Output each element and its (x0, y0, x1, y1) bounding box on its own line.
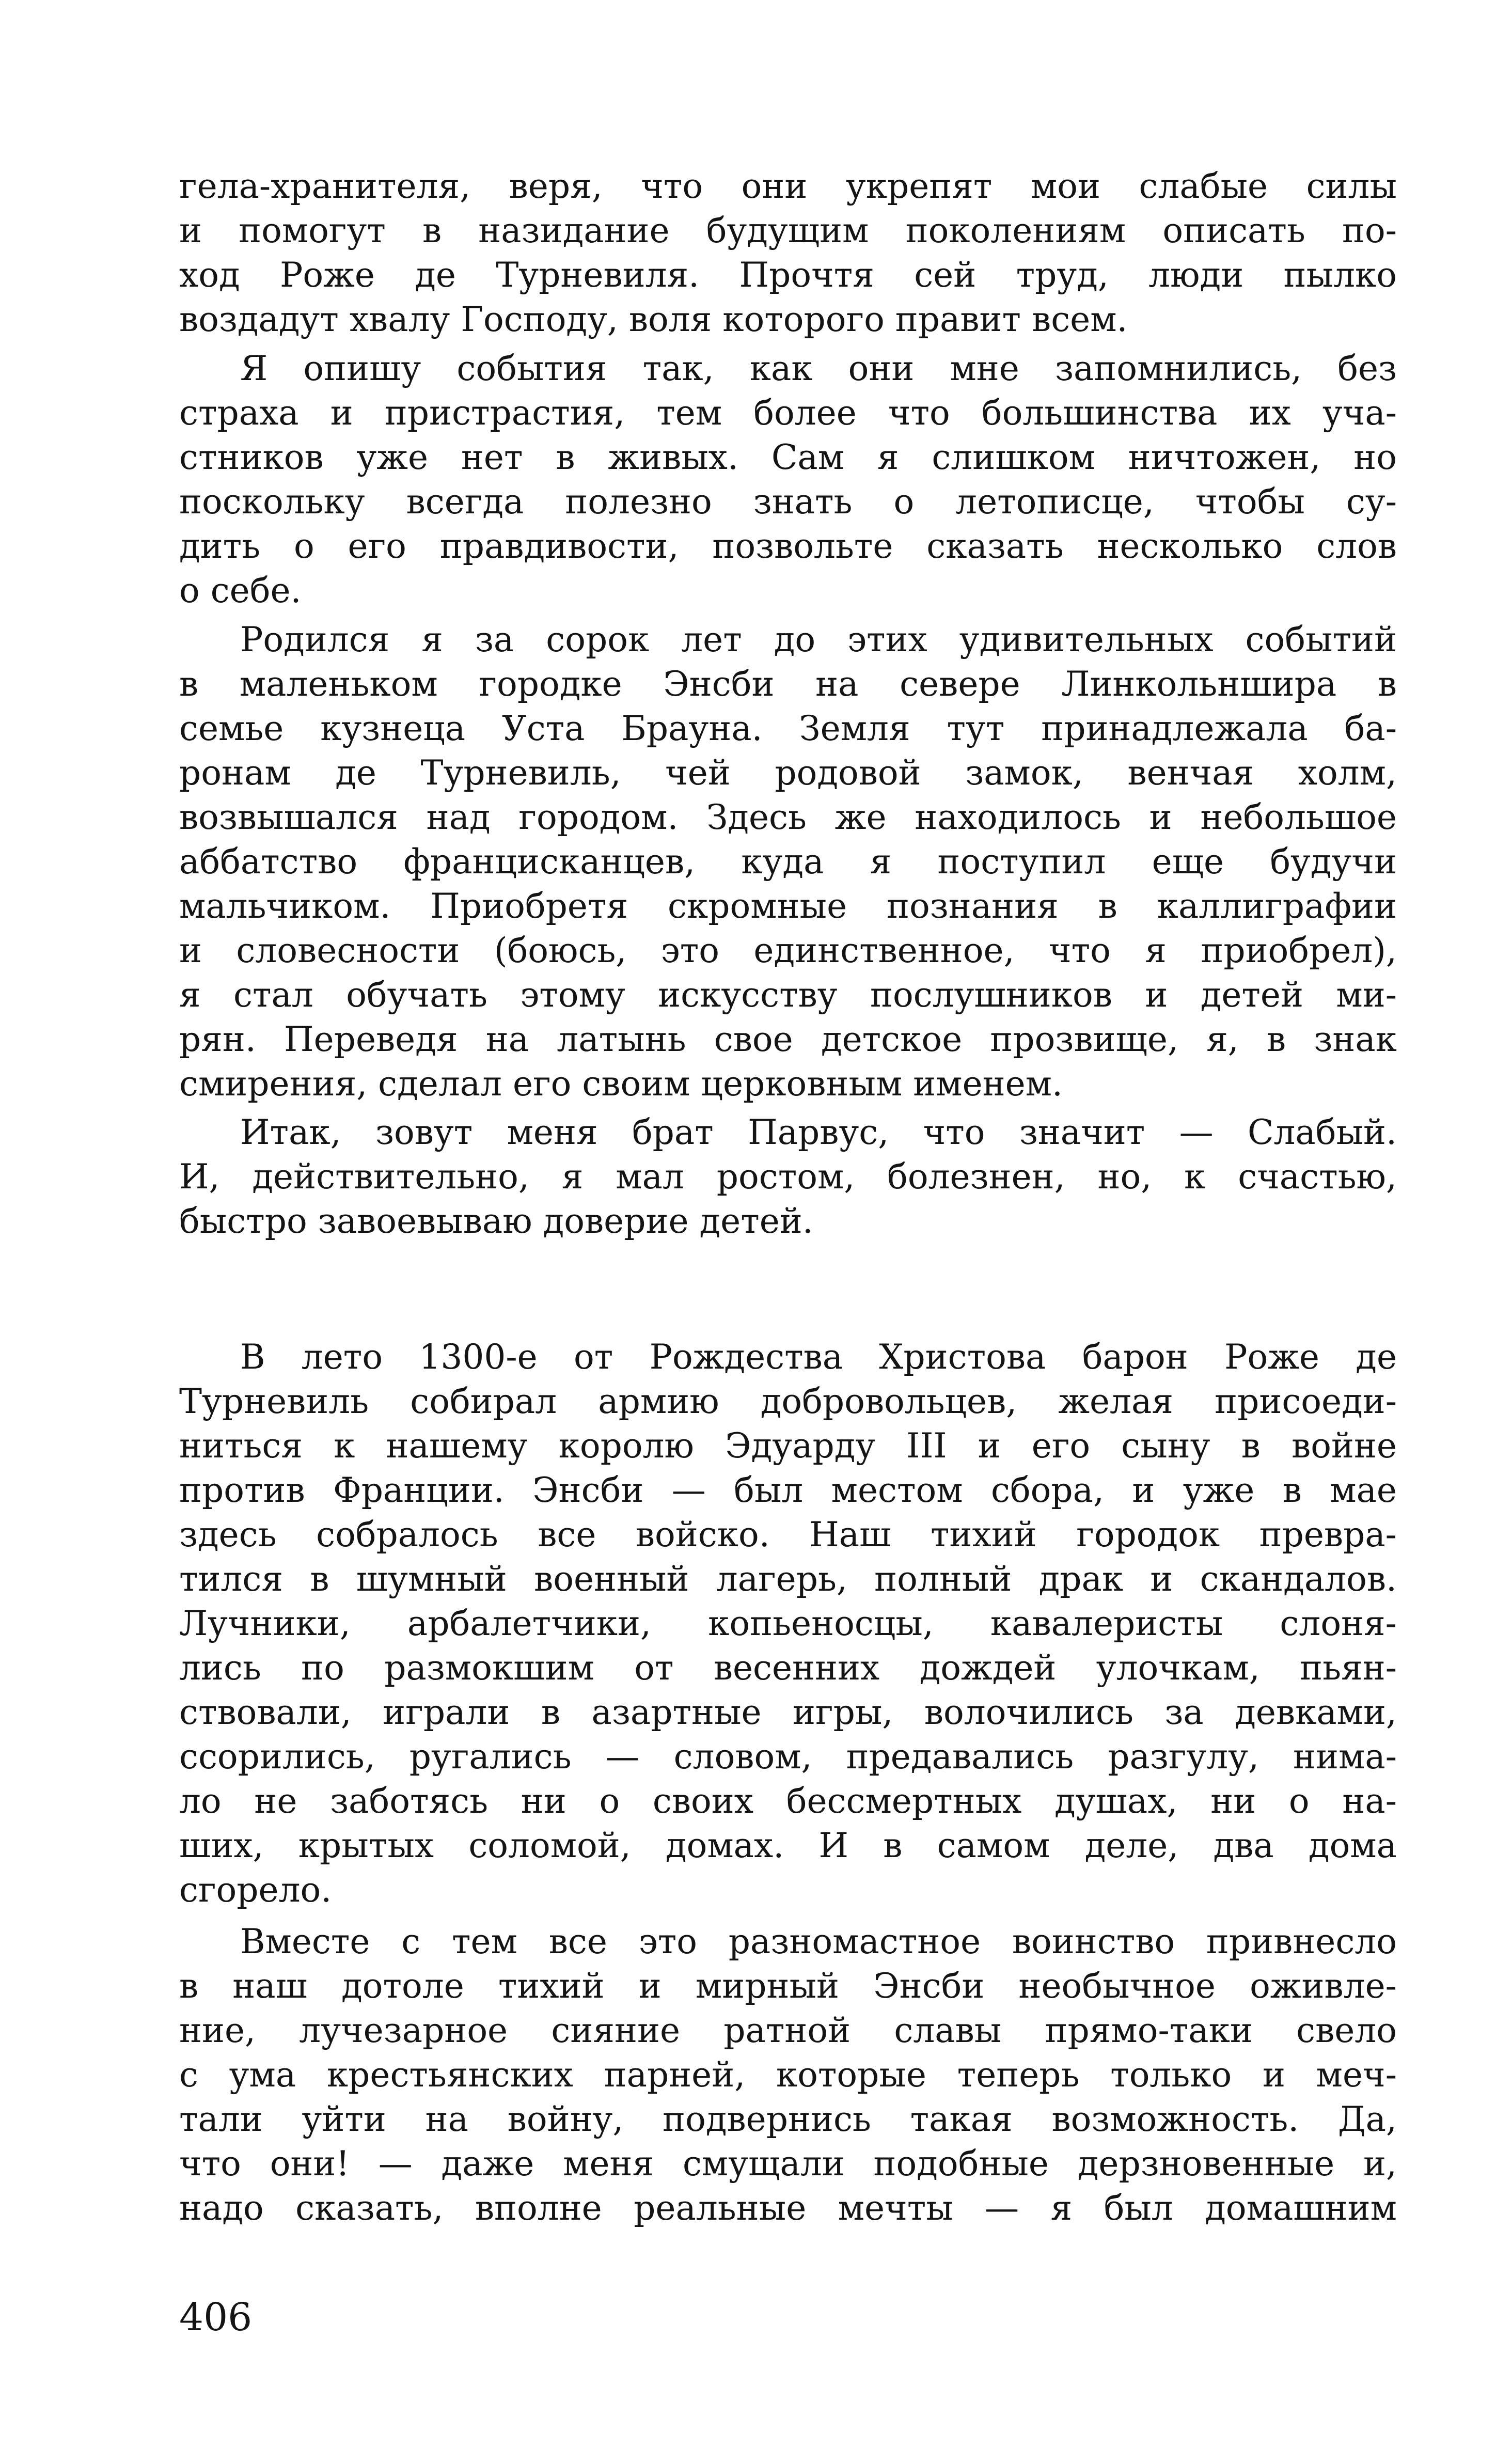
text-line: ших, крытых соломой, домах. И в самом деле, два дома (179, 1826, 1397, 1865)
text-line: что они! — даже меня смущали подобные дерзновенные и, (179, 2144, 1397, 2184)
text-line: рян. Переведя на латынь свое детское прозвище, я, в знак (179, 1019, 1397, 1059)
paragraph-2 (179, 347, 1397, 613)
text-line: надо сказать, вполне реальные мечты — я был домашним (179, 2188, 1397, 2228)
text-line: ход Роже де Турневиля. Прочтя сей труд, люди пылко (179, 255, 1397, 295)
text-line: стников уже нет в живых. Сам я слишком ничтожен, но (179, 437, 1397, 477)
text-line: здесь собралось все войско. Наш тихий городок превра- (179, 1515, 1397, 1555)
text-line: мальчиком. Приобретя скромные познания в каллиграфии (179, 886, 1397, 926)
text-line: Турневиль собирал армию добровольцев, желая присоеди- (179, 1382, 1397, 1421)
paragraph-3 (179, 618, 1397, 1106)
text-line: ло не заботясь ни о своих бессмертных душах, ни о на- (179, 1781, 1397, 1821)
text-line: поскольку всегда полезно знать о летописце, чтобы су- (179, 482, 1397, 522)
text-line: воздадут хвалу Господу, воля которого правит всем. (179, 300, 1128, 339)
paragraph-4 (179, 1110, 1397, 1244)
text-line: тился в шумный военный лагерь, полный драк и скандалов. (179, 1559, 1397, 1599)
text-line: и помогут в назидание будущим поколениям описать по- (179, 211, 1397, 250)
text-line: Вместе с тем все это разномастное воинство привнесло (240, 1922, 1397, 1961)
text-line: в наш дотоле тихий и мирный Энсби необычное оживле- (179, 1966, 1397, 2006)
text-line: дить о его правдивости, позвольте сказать несколько слов (179, 526, 1397, 566)
text-line: лись по размокшим от весенних дождей улочкам, пьян- (179, 1648, 1397, 1688)
text-line: о себе. (179, 571, 302, 610)
text-line: страха и пристрастия, тем более что большинства их уча- (179, 393, 1397, 433)
paragraph-6 (179, 1920, 1397, 2231)
text-line: ние, лучезарное сияние ратной славы прямо-таки свело (179, 2011, 1397, 2050)
text-line: Итак, зовут меня брат Парвус, что значит — Слабый. (240, 1112, 1397, 1152)
text-line: гела-хранителя, веря, что они укрепят мои слабые силы (179, 166, 1397, 206)
text-line: в маленьком городке Энсби на севере Линкольншира в (179, 664, 1397, 704)
text-line: смирения, сделал его своим церковным именем. (179, 1064, 1063, 1104)
text-line: Родился я за сорок лет до этих удивительных событий (240, 620, 1397, 660)
text-line: ронам де Турневиль, чей родовой замок, венчая холм, (179, 753, 1397, 793)
text-line: И, действительно, я мал ростом, болезнен, но, к счастью, (179, 1157, 1397, 1197)
text-line: Я опишу события так, как они мне запомнились, без (240, 349, 1397, 388)
paragraph-1 (179, 164, 1397, 342)
text-line: возвышался над городом. Здесь же находилось и небольшое (179, 797, 1397, 837)
text-line: против Франции. Энсби — был местом сбора, и уже в мае (179, 1470, 1397, 1510)
text-line: я стал обучать этому искусству послушников и детей ми- (179, 975, 1397, 1015)
text-line: семье кузнеца Уста Брауна. Земля тут принадлежала ба- (179, 709, 1397, 748)
text-line: с ума крестьянских парней, которые теперь только и меч- (179, 2055, 1397, 2095)
text-line: сгорело. (179, 1870, 332, 1910)
page-number: 406 (179, 2295, 253, 2340)
paragraph-5 (179, 1335, 1397, 1912)
text-line: тали уйти на войну, подвернись такая возможность. Да, (179, 2099, 1397, 2139)
text-line: и словесности (боюсь, это единственное, что я приобрел), (179, 931, 1397, 970)
text-line: ссорились, ругались — словом, предавались разгулу, нимa- (179, 1737, 1397, 1777)
text-line: быстро завоевываю доверие детей. (179, 1201, 813, 1241)
text-line: В лето 1300-е от Рождества Христова барон Роже де (240, 1337, 1397, 1377)
text-line: Лучники, арбалетчики, копьеносцы, кавалеристы слоня- (179, 1604, 1397, 1643)
text-line: ниться к нашему королю Эдуарду III и его сыну в войне (179, 1426, 1397, 1466)
text-line: ствовали, играли в азартные игры, волочились за девками, (179, 1692, 1397, 1732)
text-line: аббатство францисканцев, куда я поступил еще будучи (179, 842, 1397, 882)
